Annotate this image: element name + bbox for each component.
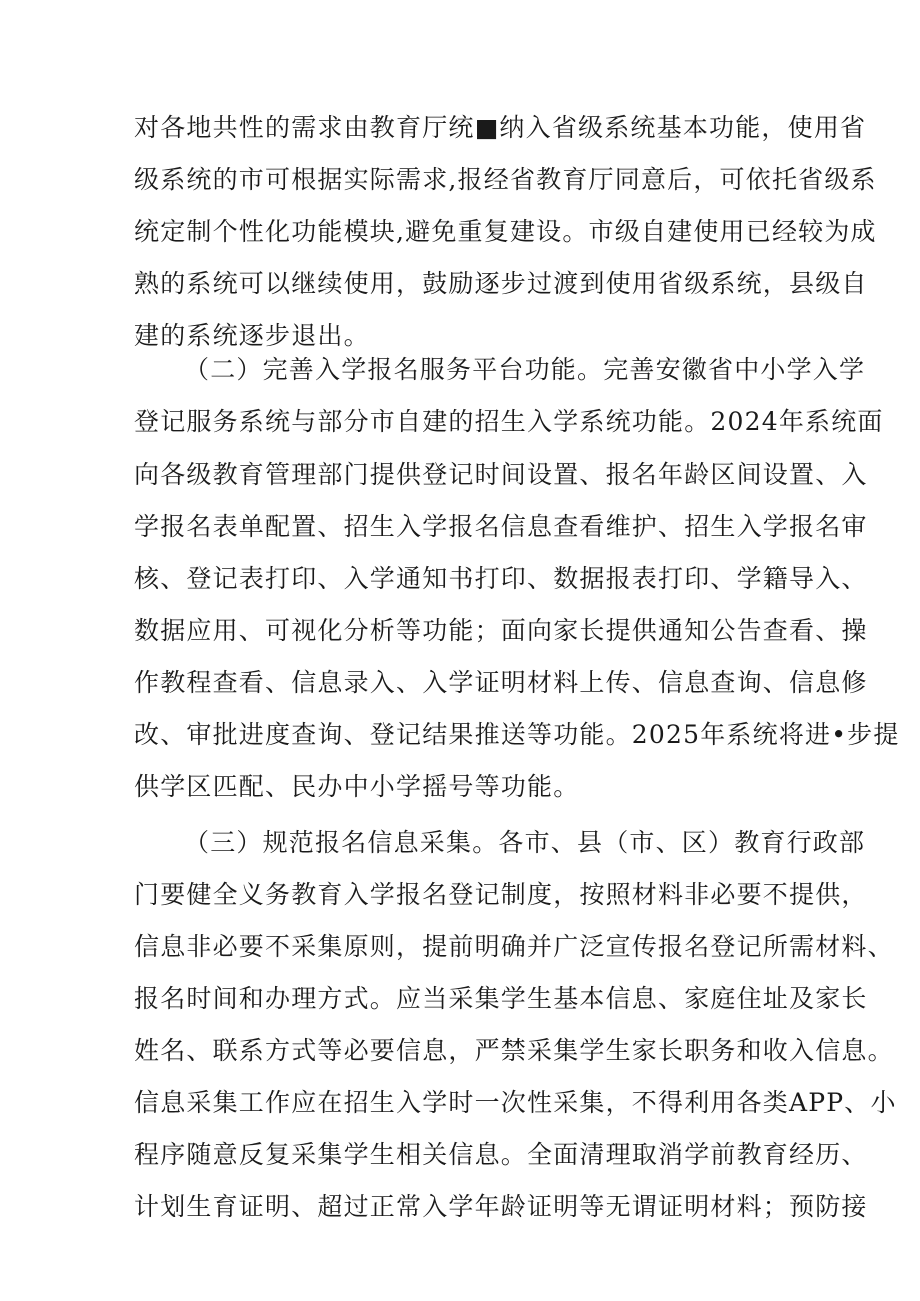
- paragraph-1-line-4: 熟的系统可以继续使用，鼓励逐步过渡到使用省级系统，县级自: [134, 269, 868, 298]
- paragraph-3-line-6: 信息采集工作应在招生入学时一次性采集，不得利用各类APP、小: [134, 1088, 897, 1117]
- paragraph-1-line-1: 对各地共性的需求由教育厅统■纳入省级系统基本功能，使用省: [134, 113, 867, 142]
- paragraph-2-line-6: 数据应用、可视化分析等功能；面向家长提供通知公告查看、操: [134, 616, 868, 645]
- paragraph-2-line-8: 改、审批进度查询、登记结果推送等功能。2025年系统将进•步提: [134, 720, 900, 749]
- paragraph-3-line-3: 信息非必要不采集原则，提前明确并广泛宣传报名登记所需材料、: [134, 932, 894, 961]
- paragraph-1-line-5: 建的系统逐步退出。: [134, 321, 370, 350]
- paragraph-3-line-7: 程序随意反复采集学生相关信息。全面清理取消学前教育经历、: [134, 1140, 868, 1169]
- paragraph-2-line-9: 供学区匹配、民办中小学摇号等功能。: [134, 772, 580, 801]
- paragraph-3-line-1: （三）规范报名信息采集。各市、县（市、区）教育行政部: [184, 828, 866, 857]
- paragraph-2-line-1: （二）完善入学报名服务平台功能。完善安徽省中小学入学: [184, 355, 866, 384]
- paragraph-2-line-7: 作教程查看、信息录入、入学证明材料上传、信息查询、信息修: [134, 668, 868, 697]
- paragraph-3-line-2: 门要健全义务教育入学报名登记制度，按照材料非必要不提供，: [134, 880, 868, 909]
- paragraph-2-line-3: 向各级教育管理部门提供登记时间设置、报名年龄区间设置、入: [134, 460, 868, 489]
- paragraph-3-line-8: 计划生育证明、超过正常入学年龄证明等无谓证明材料；预防接: [134, 1192, 868, 1221]
- paragraph-2-line-4: 学报名表单配置、招生入学报名信息查看维护、招生入学报名审: [134, 512, 868, 541]
- paragraph-1-line-2: 级系统的市可根据实际需求,报经省教育厅同意后，可依托省级系: [134, 165, 877, 194]
- paragraph-2-line-5: 核、登记表打印、入学通知书打印、数据报表打印、学籍导入、: [134, 564, 868, 593]
- paragraph-1-line-3: 统定制个性化功能模块,避免重复建设。市级自建使用已经较为成: [134, 217, 877, 246]
- paragraph-2-line-2: 登记服务系统与部分市自建的招生入学系统功能。2024年系统面: [134, 407, 884, 436]
- paragraph-3-line-5: 姓名、联系方式等必要信息，严禁采集学生家长职务和收入信息。: [134, 1036, 894, 1065]
- paragraph-3-line-4: 报名时间和办理方式。应当采集学生基本信息、家庭住址及家长: [134, 984, 868, 1013]
